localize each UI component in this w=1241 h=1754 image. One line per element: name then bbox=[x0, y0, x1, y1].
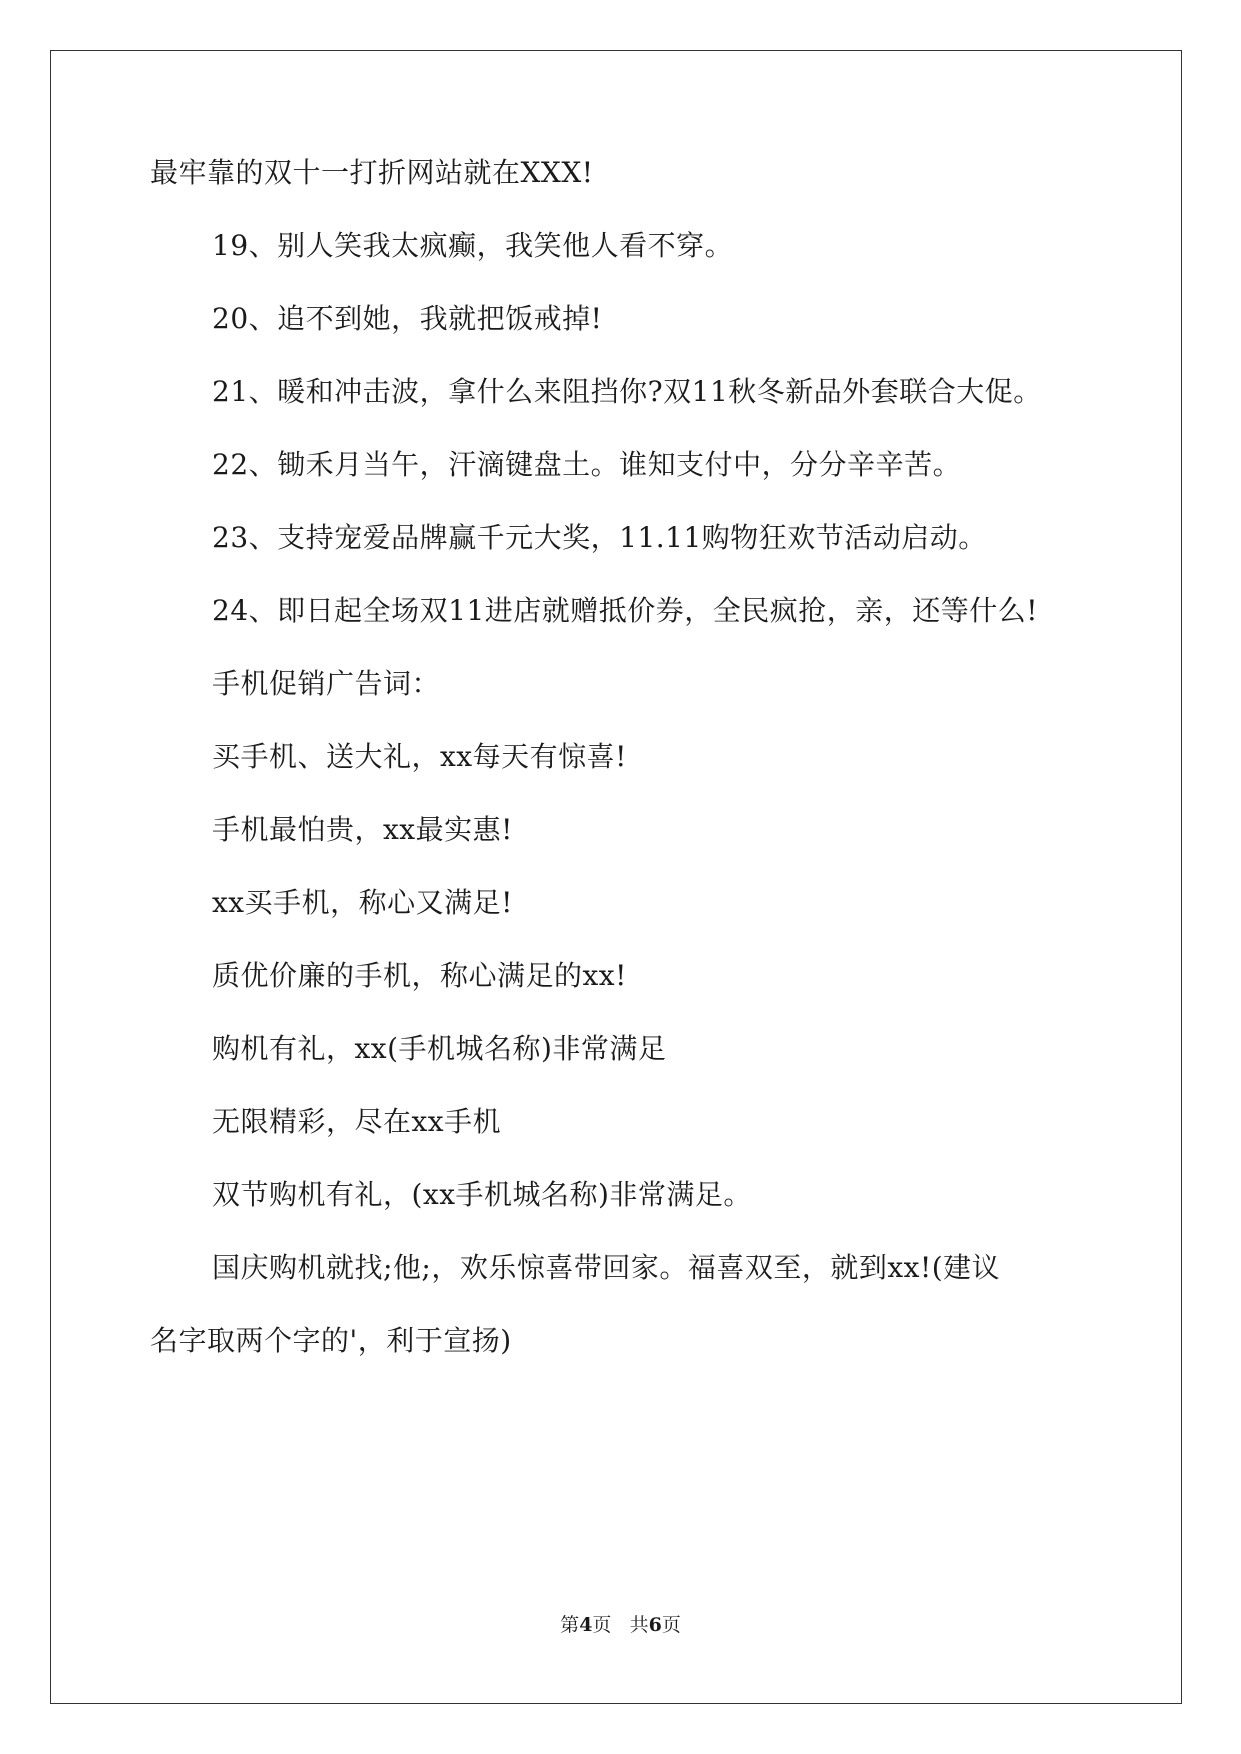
text-line-16: 国庆购机就找;他;，欢乐惊喜带回家。福喜双至，就到xx!(建议 bbox=[212, 1251, 1001, 1284]
text-line-4: 21、暖和冲击波，拿什么来阻挡你?双11秋冬新品外套联合大促。 bbox=[212, 375, 1042, 408]
text-line-12: 质优价廉的手机，称心满足的xx! bbox=[212, 959, 627, 992]
footer-page-prefix: 第 bbox=[560, 1614, 580, 1636]
section-heading: 手机促销广告词： bbox=[212, 667, 441, 700]
text-line-7: 24、即日起全场双11进店就赠抵价券，全民疯抢，亲，还等什么! bbox=[212, 594, 1039, 627]
footer-page-word: 页 bbox=[592, 1614, 612, 1636]
text-line-11: xx买手机，称心又满足! bbox=[212, 886, 513, 919]
text-line-3: 20、追不到她，我就把饭戒掉! bbox=[212, 302, 603, 335]
footer-total-word: 页 bbox=[661, 1614, 681, 1636]
footer-total-pages: 6 bbox=[648, 1614, 662, 1636]
page-footer bbox=[0, 1613, 1241, 1637]
text-line-5: 22、锄禾月当午，汗滴键盘土。谁知支付中，分分辛辛苦。 bbox=[212, 448, 962, 481]
text-line-2: 19、别人笑我太疯癫，我笑他人看不穿。 bbox=[212, 229, 734, 262]
footer-current-page: 4 bbox=[579, 1614, 593, 1636]
footer-total-prefix: 共 bbox=[629, 1614, 649, 1636]
text-line-14: 无限精彩，尽在xx手机 bbox=[212, 1105, 502, 1138]
text-line-17: 名字取两个字的'，利于宣扬) bbox=[150, 1324, 512, 1357]
text-line-6: 23、支持宠爱品牌赢千元大奖，11.11购物狂欢节活动启动。 bbox=[212, 521, 987, 554]
page-border bbox=[50, 50, 1182, 1704]
text-line-10: 手机最怕贵，xx最实惠! bbox=[212, 813, 513, 846]
text-line-1: 最牢靠的双十一打折网站就在XXX! bbox=[150, 156, 594, 189]
text-line-15: 双节购机有礼，(xx手机城名称)非常满足。 bbox=[212, 1178, 752, 1211]
text-line-13: 购机有礼，xx(手机城名称)非常满足 bbox=[212, 1032, 667, 1065]
text-line-9: 买手机、送大礼，xx每天有惊喜! bbox=[212, 740, 627, 773]
